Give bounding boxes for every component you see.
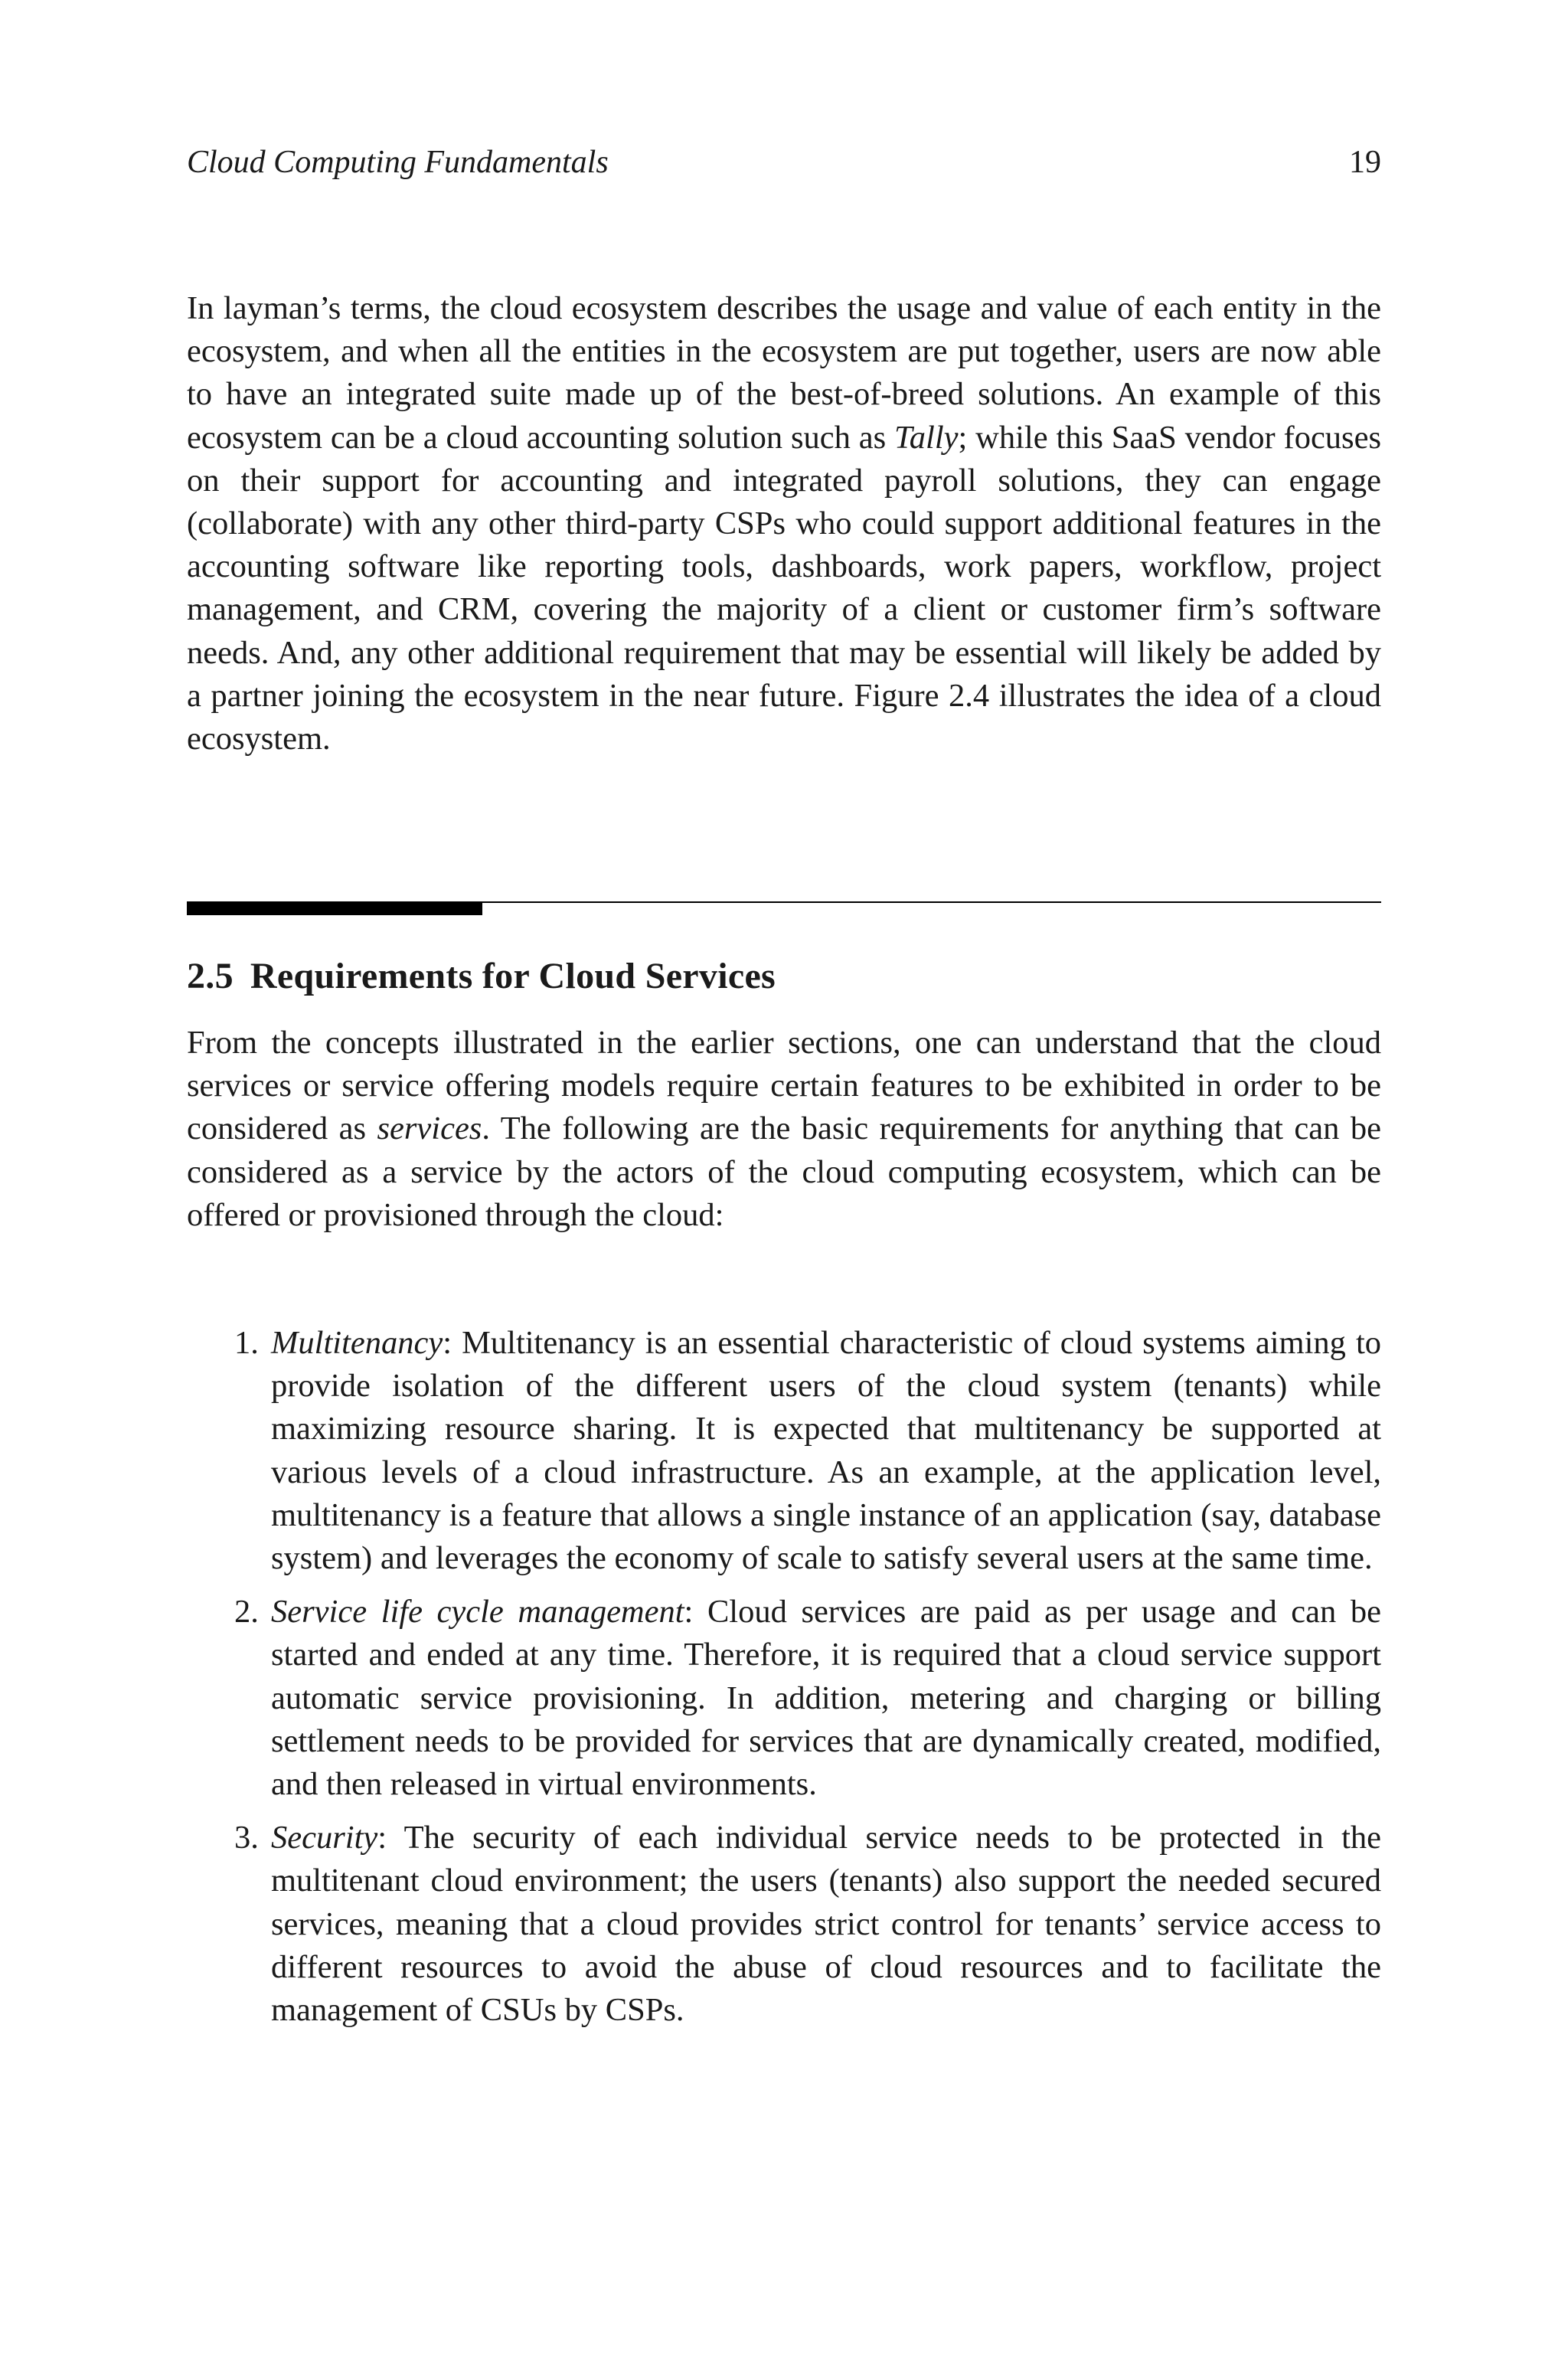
- section-intro-paragraph: [187, 1022, 1381, 1237]
- requirement-text: : Multitenancy is an essential characteristic of cloud systems aiming to provide isolation of the different users of the cloud system (tenants) while maximizing resource sharing. It is expected that multitenancy be supported at various levels of a cloud infrastructure. As an example, at the application level, multitenancy is a feature that allows a single instance of an application (say, database system) and leverages the economy of scale to satisfy several users at the same time.: [271, 1325, 1381, 1577]
- requirement-item-service-life-cycle: [187, 1591, 1381, 1806]
- requirement-number: 1.: [234, 1325, 259, 1361]
- section-divider-thick: [187, 901, 482, 915]
- requirement-number: 3.: [234, 1820, 259, 1856]
- section-divider: [187, 901, 1381, 915]
- section-divider-thin: [482, 901, 1381, 903]
- requirement-text: : Cloud services are paid as per usage and can be started and ended at any time. Therefore, it is required that a cloud service support automatic service provisioning. In addition, metering and charging or billing settlement needs to be provided for services that are dynamically created, modified, and then released in virtual environments.: [271, 1594, 1381, 1803]
- section-number: 2.5: [187, 956, 234, 996]
- requirement-term: Security: [271, 1820, 378, 1856]
- section-paragraph-text-2: . The following are the basic requirements for anything that can be considered as a service by the actors of the cloud computing ecosystem, which can be offered or provisioned through the cloud:: [187, 1110, 1381, 1233]
- page-number: 19: [1349, 145, 1381, 180]
- requirement-number: 2.: [234, 1594, 259, 1630]
- section-title: Requirements for Cloud Services: [250, 956, 776, 996]
- intro-paragraph-text-2: ; while this SaaS vendor focuses on their support for accounting and integrated payroll solutions, they can engage (collaborate) with any other third-party CSPs who could support additional features in the accounting software like reporting tools, dashboards, work papers, workflow, project management, and CRM, covering the majority of a client or customer firm’s software needs. And, any other additional requirement that may be essential will likely be added by a partner joining the ecosystem in the near future. Figure 2.4 illustrates the idea of a cloud ecosystem.: [187, 419, 1381, 757]
- requirements-list: [187, 1322, 1381, 2043]
- running-head: [187, 139, 1381, 185]
- section-paragraph-italic-services: services: [377, 1110, 482, 1147]
- requirement-item-security: [187, 1817, 1381, 2032]
- running-head-title: Cloud Computing Fundamentals: [187, 145, 609, 180]
- intro-paragraph: [187, 287, 1381, 760]
- requirement-text: : The security of each individual service needs to be protected in the multitenant cloud environment; the users (tenants) also support the needed secured services, meaning that a cloud provides strict control for tenants’ service access to different resources to avoid the abuse of cloud resources and to facilitate the management of CSUs by CSPs.: [271, 1820, 1381, 2029]
- intro-paragraph-text-1: In layman’s terms, the cloud ecosystem describes the usage and value of each entity in the ecosystem, and when all the entities in the ecosystem are put together, users are now able to have an integrated suite made up of the best-of-breed solutions. An example of this ecosystem can be a cloud accounting solution such as: [187, 290, 1381, 456]
- section-heading: [187, 953, 1381, 999]
- requirement-term: Service life cycle management: [271, 1594, 684, 1630]
- requirement-term: Multitenancy: [271, 1325, 443, 1361]
- section-paragraph-text-1: From the concepts illustrated in the earlier sections, one can understand that the cloud services or service offering models require certain features to be exhibited in order to be considered as: [187, 1025, 1381, 1147]
- intro-paragraph-italic-tally: Tally: [894, 419, 959, 456]
- requirement-item-multitenancy: [187, 1322, 1381, 1580]
